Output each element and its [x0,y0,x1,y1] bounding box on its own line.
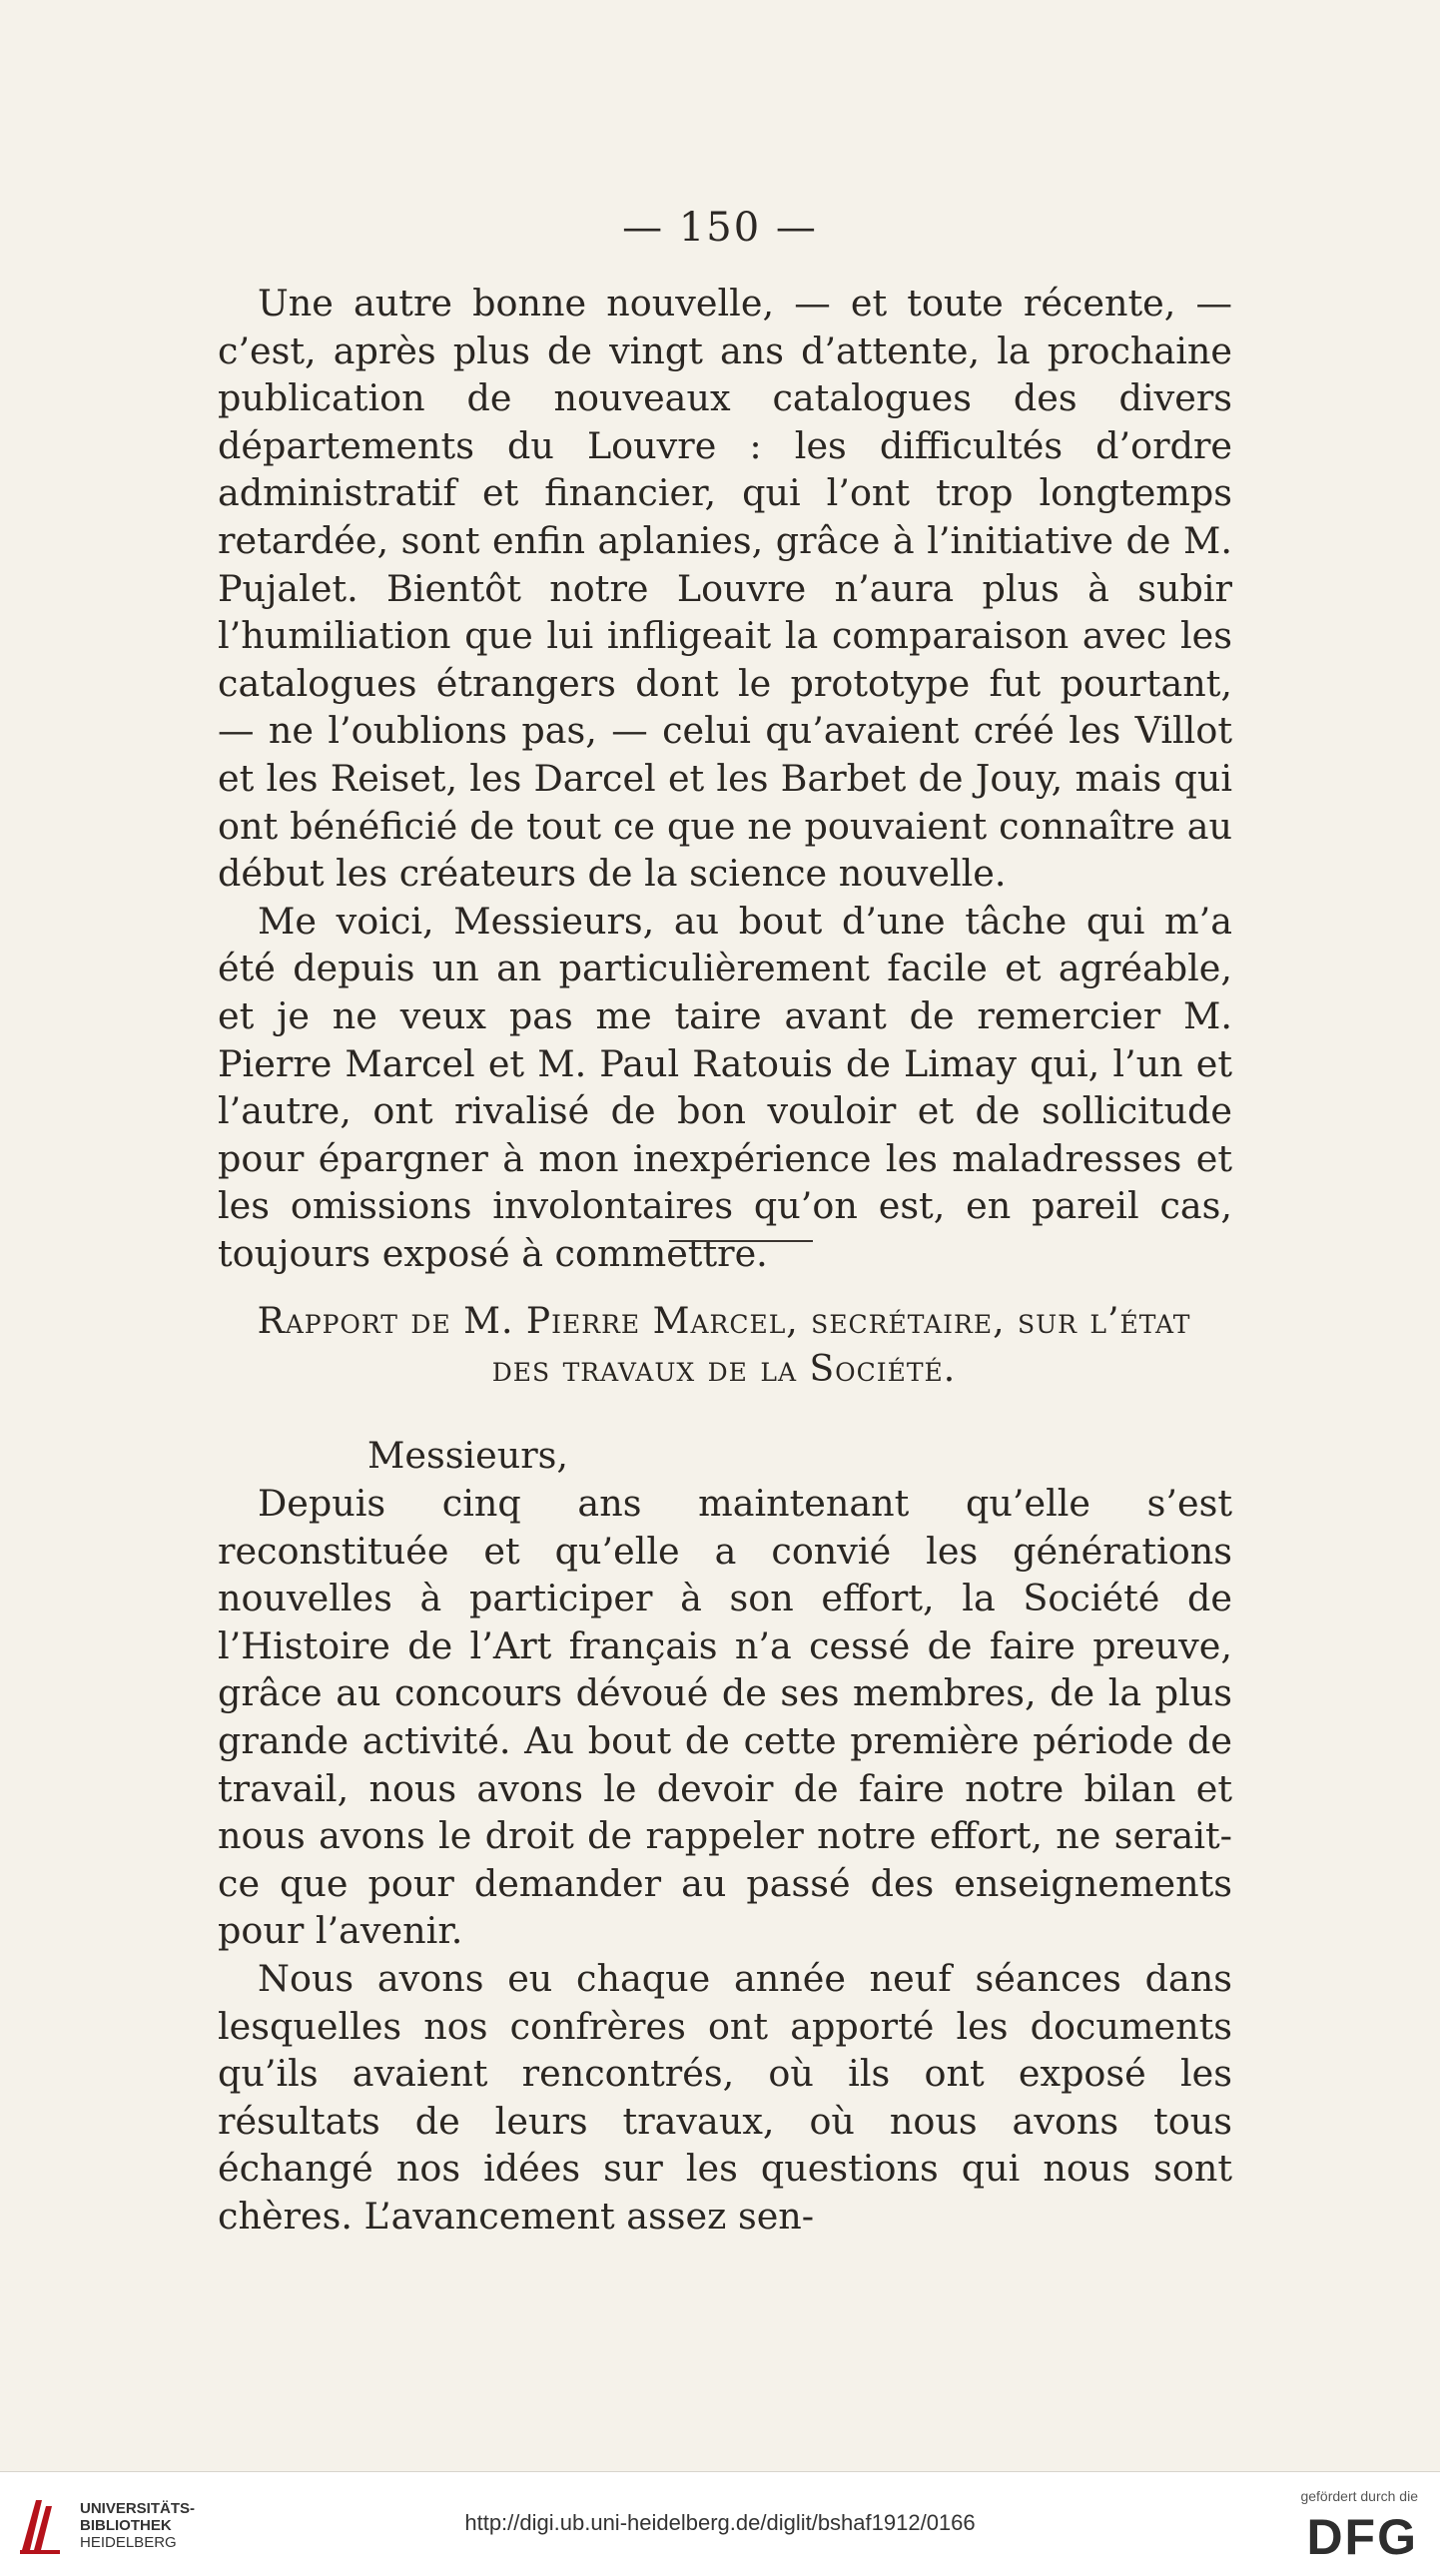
paragraph: Nous avons eu chaque année neuf séances dans lesquelles nos confrères ont apporté les documents qu’ils avaient rencontrés, où ils ont exposé les résultats de leurs travaux, où nous avons tous échangé nos idées sur les questions qui nous sont chères. L’avancement assez sen- [218,1956,1232,2238]
library-name-line: BIBLIOTHEK [80,2517,172,2534]
section-heading-line-2: des travaux de la Société. [491,1349,957,1390]
library-name-line: HEIDELBERG [80,2534,177,2551]
text-block-1 [218,280,1232,1277]
paragraph: Me voici, Messieurs, au bout d’une tâche qui m’a été depuis un an particulièrement facile et agréable, et je ne veux pas me taire avant de remercier M. Pierre Marcel et M. Paul Ratouis de Limay qui, l’un et l’autre, ont rivalisé de bon vouloir et de sollicitude pour épargner à mon inexpérience les maladresses et les omissions involontaires qu’on est, en pareil cas, toujours exposé à commettre. [218,899,1232,1275]
page-number: — 150 — [622,205,818,251]
footer-bar [0,2471,1440,2576]
section-divider [669,1240,813,1242]
source-url-link[interactable]: http://digi.ub.uni-heidelberg.de/diglit/bshaf1912/0166 [464,2510,976,2535]
salutation: Messieurs, [367,1434,568,1477]
paragraph: Depuis cinq ans maintenant qu’elle s’est reconstituée et qu’elle a convié les générations nouvelles à participer à son effort, la Société de l’Histoire de l’Art français n’a cessé de faire preuve, grâce au concours dévoué de ses membres, de la plus grande activité. Au bout de cette première période de travail, nous avons le devoir de faire notre bilan et nous avons le droit de rappeler notre effort, ne serait-ce que pour demander au passé des enseignements pour l’avenir. [218,1482,1232,1953]
sponsor-label: gefördert durch die [1300,2488,1418,2504]
section-heading-line-1: Rapport de M. Pierre Marcel, secrétaire, sur l’état [257,1301,1191,1342]
library-name-line: UNIVERSITÄTS- [80,2500,196,2517]
dfg-logo: DFG [1306,2509,1418,2565]
text-block-2 [218,1480,1232,2241]
section-heading [200,1298,1248,1394]
paragraph: Une autre bonne nouvelle, — et toute récente, — c’est, après plus de vingt ans d’attente, la prochaine publication de nouveaux catalogues des divers départements du Louvre : les difficultés d’ordre administratif et financier, qui l’ont trop longtemps retardée, sont enfin aplanies, grâce à l’initiative de M. Pujalet. Bientôt notre Louvre n’aura plus à subir l’humiliation que lui infligeait la comparaison avec les catalogues étrangers dont le prototype fut pourtant, — ne l’oublions pas, — celui qu’avaient créé les Villot et les Reiset, les Darcel et les Barbet de Jouy, mais qui ont bénéficié de tout ce que ne pouvaient connaître au début les créateurs de la science nouvelle. [218,282,1232,896]
